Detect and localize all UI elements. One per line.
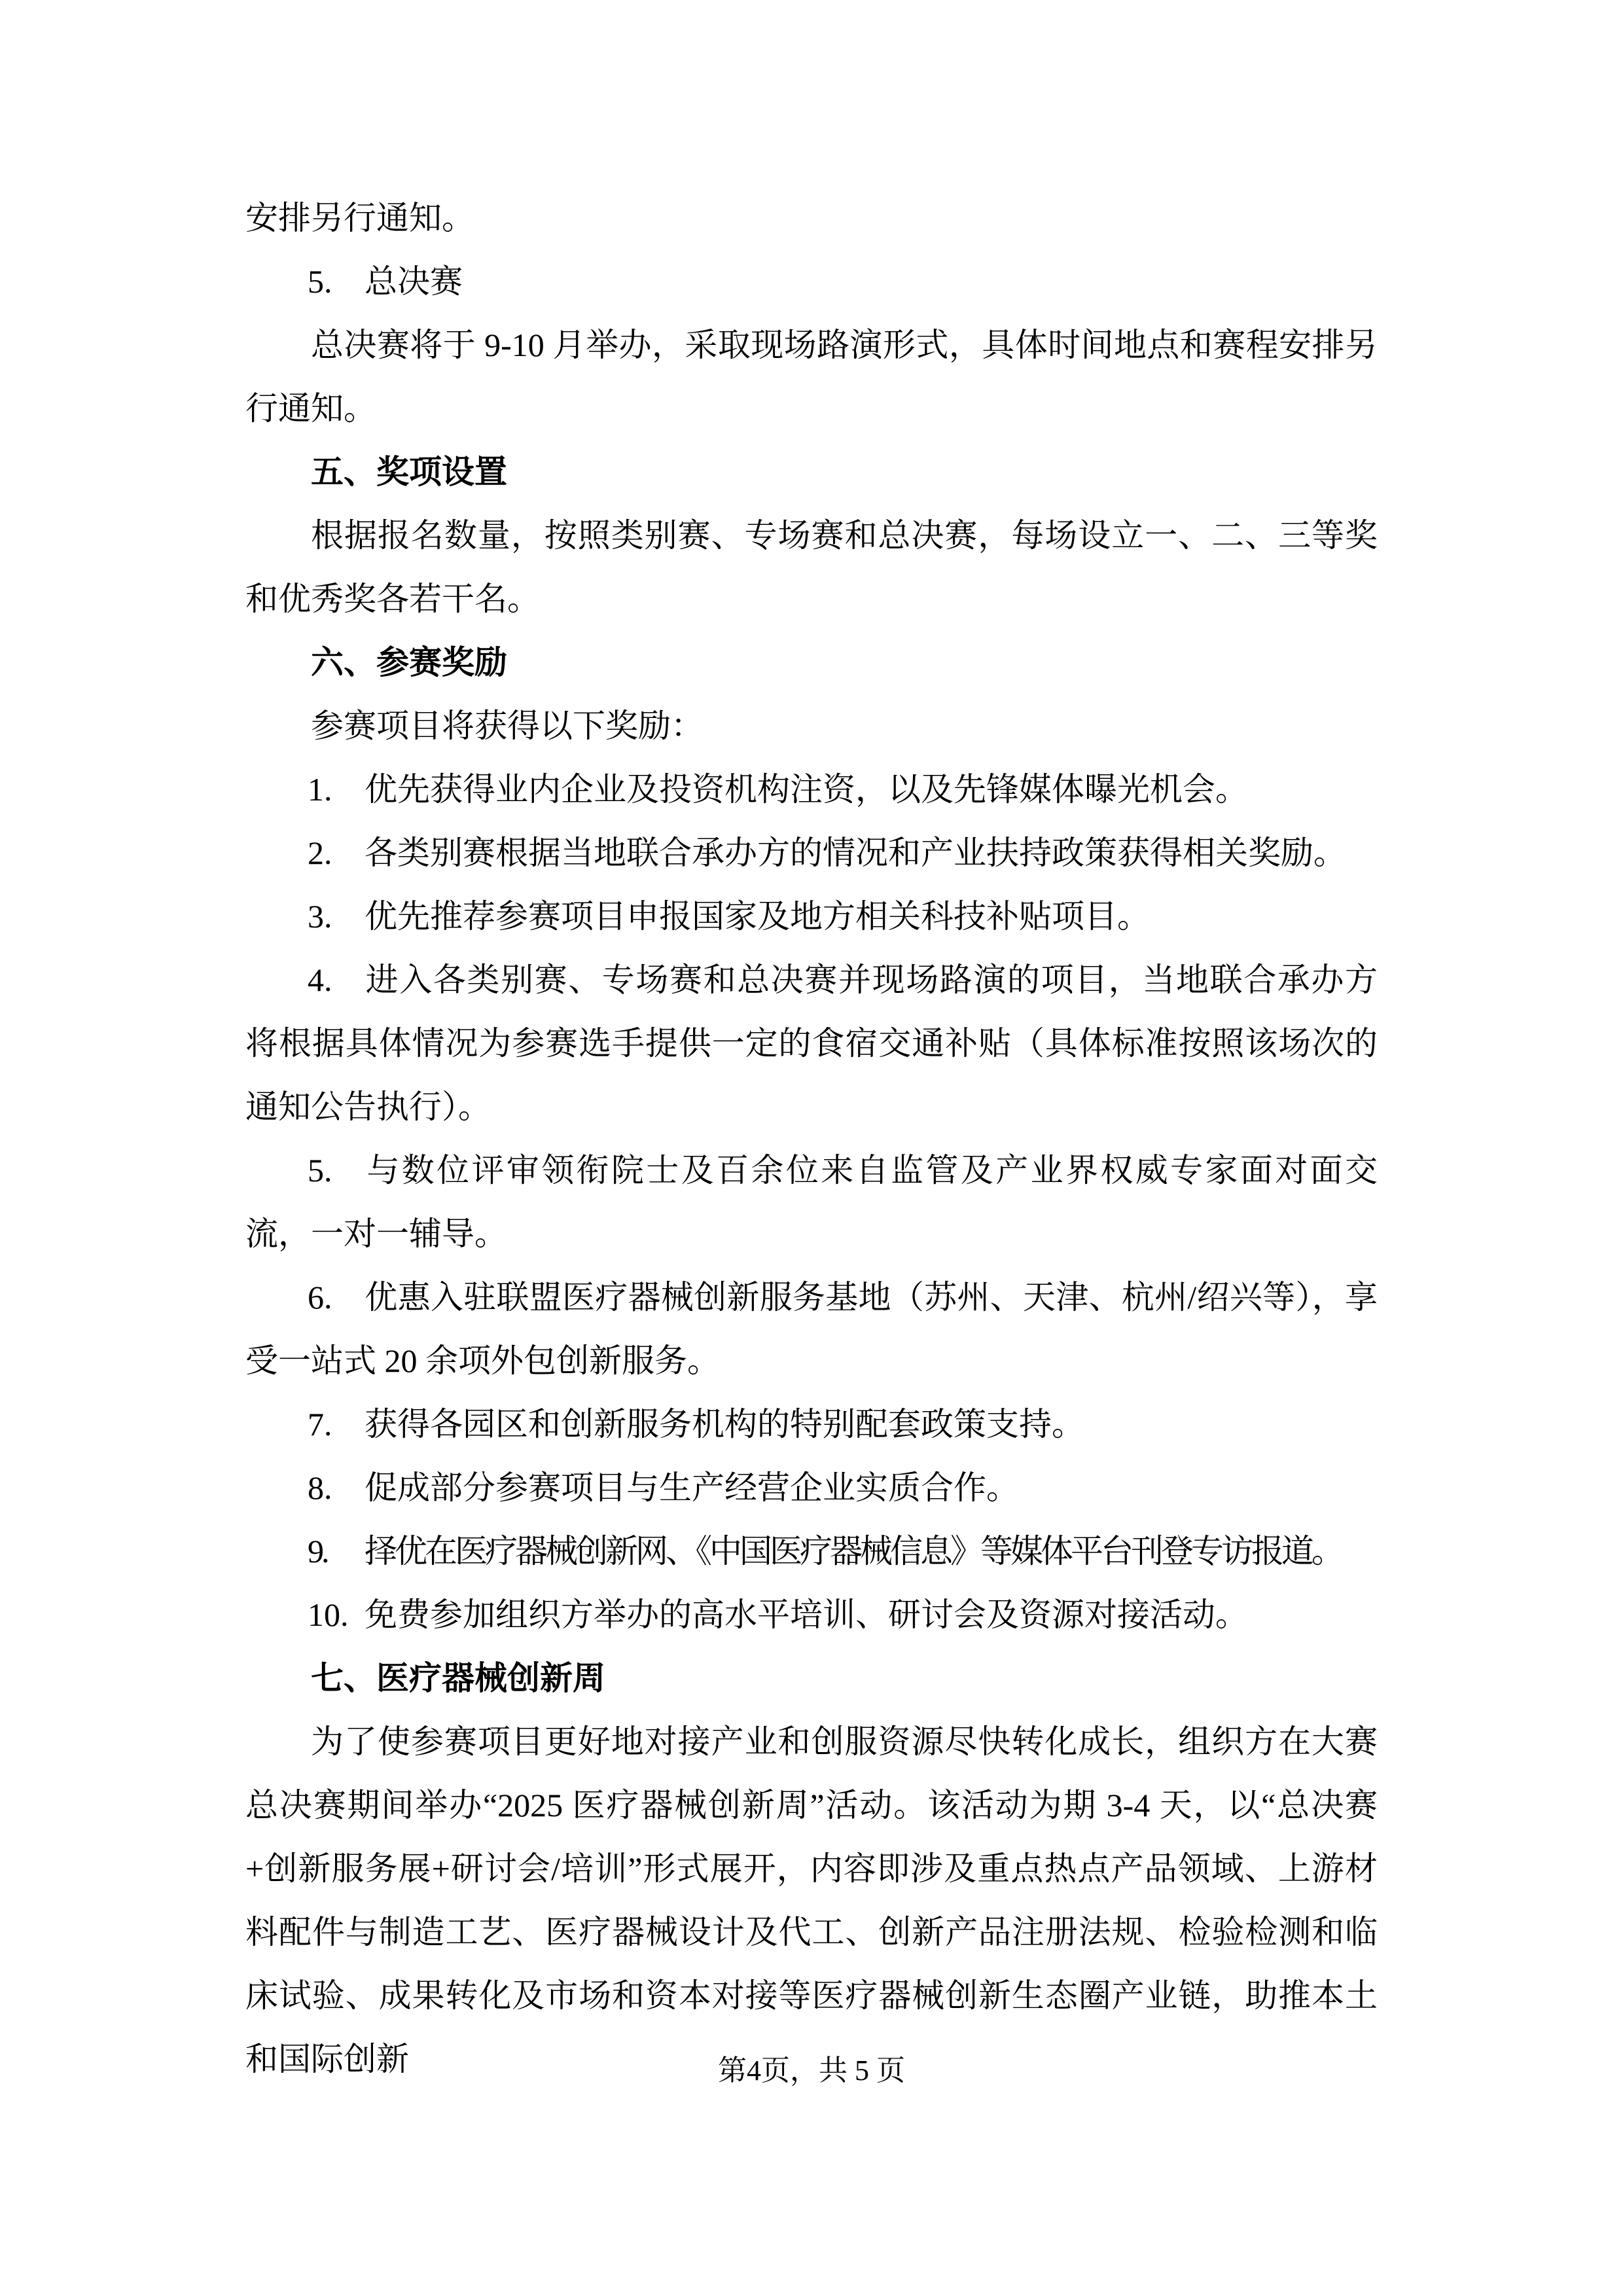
list-item-2 — [245, 821, 1378, 885]
list-item-1 — [245, 758, 1378, 821]
paragraph-rewards-intro: 参赛项目将获得以下奖励： — [311, 708, 704, 744]
list-item-text: 优惠入驻联盟医疗器械创新服务基地（苏州、天津、杭州/绍兴等），享受一站式 20 余项外包创新服务。 — [245, 1279, 1378, 1379]
section-heading-awards: 五、奖项设置 — [311, 454, 507, 490]
list-item-text: 总决赛 — [365, 263, 463, 300]
list-item-7 — [245, 1393, 1378, 1456]
list-number: 6. — [308, 1279, 332, 1316]
list-item-10 — [245, 1583, 1378, 1647]
paragraph-awards-info: 根据报名数量，按照类别赛、专场赛和总决赛，每场设立一、二、三等奖和优秀奖各若干名。 — [245, 517, 1378, 617]
list-item-final-round — [245, 250, 1378, 314]
paragraph-continuation: 安排另行通知。 — [245, 200, 474, 236]
list-item-text: 促成部分参赛项目与生产经营企业实质合作。 — [365, 1469, 1019, 1506]
list-item-8 — [245, 1456, 1378, 1520]
list-number: 3. — [308, 898, 332, 935]
list-item-text: 优先推荐参赛项目申报国家及地方相关科技补贴项目。 — [365, 898, 1150, 935]
list-item-text: 各类别赛根据当地联合承办方的情况和产业扶持政策获得相关奖励。 — [365, 834, 1346, 871]
document-body — [245, 187, 1378, 2091]
section-heading-innovation-week: 七、医疗器械创新周 — [311, 1660, 605, 1696]
section-heading-rewards: 六、参赛奖励 — [311, 644, 507, 681]
list-item-text: 优先获得业内企业及投资机构注资，以及先锋媒体曝光机会。 — [365, 771, 1248, 808]
list-item-text: 免费参加组织方举办的高水平培训、研讨会及资源对接活动。 — [365, 1596, 1248, 1633]
list-item-text: 进入各类别赛、专场赛和总决赛并现场路演的项目，当地联合承办方将根据具体情况为参赛选手提供一定的食宿交通补贴（具体标准按照该场次的通知公告执行）。 — [245, 961, 1378, 1125]
list-number: 5. — [308, 263, 332, 300]
list-item-9 — [245, 1520, 1378, 1583]
list-item-6 — [245, 1266, 1378, 1393]
list-number: 5. — [308, 1152, 332, 1189]
paragraph-innovation-week-info: 为了使参赛项目更好地对接产业和创服资源尽快转化成长，组织方在大赛总决赛期间举办“2025 医疗器械创新周”活动。该活动为期 3-4 天，以“总决赛+创新服务展+研讨会/培训”形式展开，内容即涉及重点热点产品领域、上游材料配件与制造工艺、医疗器械设计及代工、创新产品注册法规、检验检测和临床试验、成果转化及市场和资本对接等医疗器械创新生态圈产业链，助推本土和国际创新 — [245, 1723, 1378, 2077]
list-number: 8. — [308, 1469, 332, 1506]
list-item-5 — [245, 1139, 1378, 1266]
list-item-4 — [245, 948, 1378, 1139]
list-number: 9. — [308, 1533, 327, 1570]
footer-page-number: 第4页，共 5 页 — [718, 2054, 905, 2087]
list-item-text: 获得各园区和创新服务机构的特别配套政策支持。 — [365, 1406, 1084, 1443]
paragraph-final-round-info: 总决赛将于 9-10 月举办，采取现场路演形式，具体时间地点和赛程安排另行通知。 — [245, 327, 1378, 427]
list-number: 10. — [308, 1596, 349, 1633]
list-item-text: 择优在医疗器械创新网、《中国医疗器械信息》等媒体平台刊登专访报道。 — [365, 1533, 1342, 1570]
list-number: 7. — [308, 1406, 332, 1443]
list-item-text: 与数位评审领衔院士及百余位来自监管及产业界权威专家面对面交流，一对一辅导。 — [245, 1152, 1378, 1252]
list-number: 2. — [308, 834, 332, 871]
list-number: 4. — [308, 961, 332, 998]
list-number: 1. — [308, 771, 332, 808]
list-item-3 — [245, 885, 1378, 948]
